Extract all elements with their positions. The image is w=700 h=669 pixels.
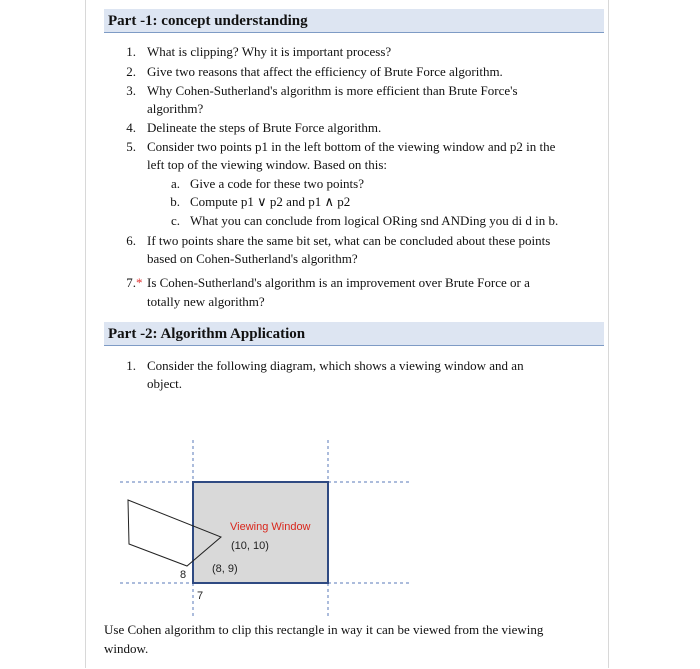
part2-instruction: Use Cohen algorithm to clip this rectangle in way it can be viewed from the viewing window. xyxy=(104,622,544,656)
viewing-window-label: Viewing Window xyxy=(230,521,311,533)
corner-coordinate-label: (10, 10) xyxy=(231,540,269,552)
point-coordinate-label: (8, 9) xyxy=(212,563,238,575)
y-axis-label: 8 xyxy=(180,569,187,581)
part2-heading: Part -2: Algorithm Application xyxy=(104,322,604,346)
x-axis-label: 7 xyxy=(197,590,204,602)
required-star-icon: * xyxy=(136,275,143,290)
part1-heading: Part -1: concept understanding xyxy=(104,9,604,33)
